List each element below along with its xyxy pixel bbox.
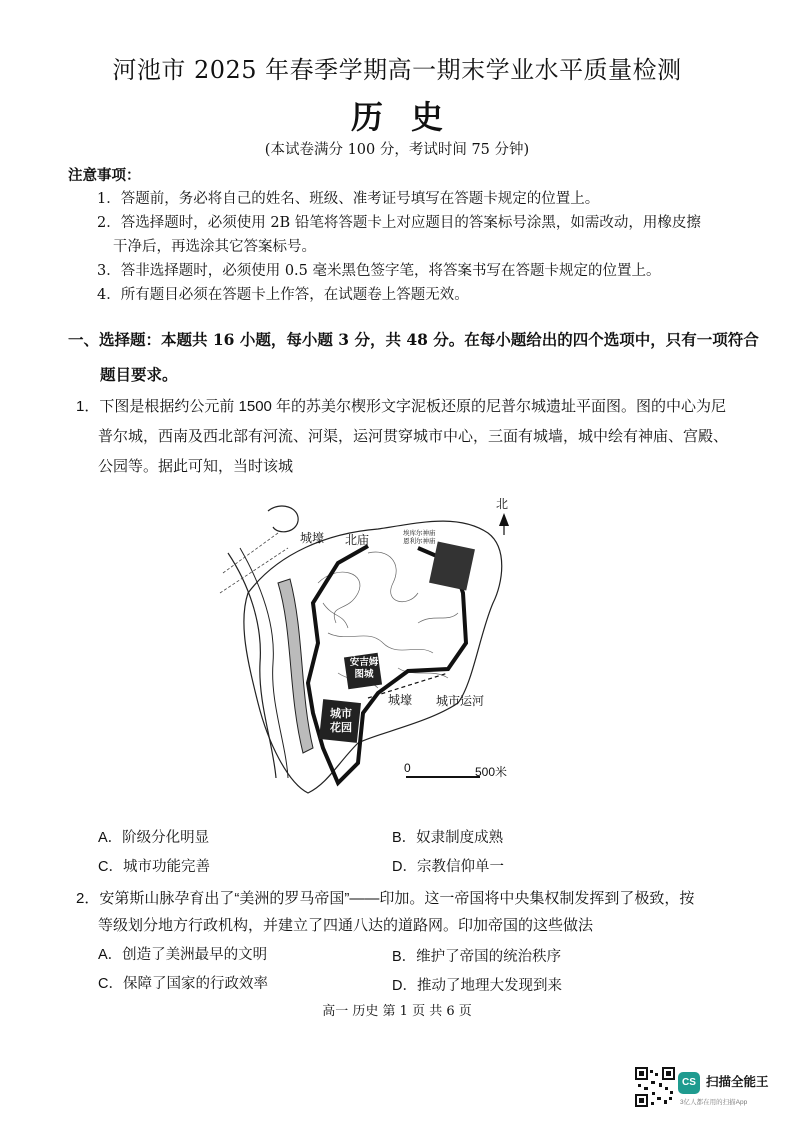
temple-label: 埃库尔神庙 (403, 530, 436, 537)
note-item: 4．所有题目必须在答题卡上作答，在试题卷上答题无效。 (97, 287, 469, 303)
q1-stem-line: 1．下图是根据约公元前 1500 年的苏美尔楔形文字泥板还原的尼普尔城遗址平面图。图的中心为尼 (76, 398, 727, 415)
subject-title: 历史 (350, 98, 471, 136)
north-temple-label: 北庙 (345, 533, 370, 547)
q2-stem-line: 等级划分地方行政机构，并建立了四通八达的道路网。印加帝国的这些做法 (98, 917, 594, 934)
q2-option-a[interactable]: A．创造了美洲最早的文明 (98, 947, 268, 963)
note-item: 3．答非选择题时，必须使用 0.5 毫米黑色签字笔，将答案书写在答题卡规定的位置上。 (97, 263, 661, 279)
temple-label: 恩利尔神庙 (403, 538, 436, 545)
note-item-continued: 干净后，再选涂其它答案标号。 (113, 239, 316, 255)
scale-length: 500米 (475, 765, 508, 779)
q1-option-b[interactable]: B．奴隶制度成熟 (392, 830, 504, 846)
garden-label: 城市 花园 (330, 708, 352, 734)
exam-meta: (本试卷满分 100 分，考试时间 75 分钟) (264, 142, 530, 158)
scanner-logo-icon: CS (678, 1072, 700, 1094)
q1-stem-line: 公园等。据此可知，当时该城 (98, 458, 294, 475)
qr-code-icon (635, 1067, 675, 1107)
note-item: 2．答选择题时，必须使用 2B 铅笔将答题卡上对应题目的答案标号涂黑，如需改动，用橡皮擦 (97, 215, 701, 231)
section-heading: 一、选择题：本题共 16 小题，每小题 3 分，共 48 分。在每小题给出的四个选项中，只有一项符合 (68, 330, 759, 349)
scale-zero: 0 (404, 761, 411, 775)
q1-stem-line: 普尔城，西南及西北部有河流、河渠，运河贯穿城市中心，三面有城墙，城中绘有神庙、宫殿、 (98, 428, 729, 445)
section-heading-continued: 题目要求。 (100, 365, 178, 384)
moat-label: 城壕 (300, 531, 325, 545)
q2-option-d[interactable]: D．推动了地理大发现到来 (392, 978, 562, 994)
scanner-app-name: 扫描全能王 (706, 1075, 769, 1089)
nippur-map (218, 493, 526, 801)
nippur-map-drawing (218, 493, 526, 801)
scanner-tagline: 3亿人都在用的扫描App (680, 1099, 748, 1106)
palace-label: 安吉姆 图城 (349, 657, 379, 680)
moat-label: 城壕 (388, 693, 413, 707)
q2-option-c[interactable]: C．保障了国家的行政效率 (98, 976, 268, 992)
note-item: 1．答题前，务必将自己的姓名、班级、准考证号填写在答题卡规定的位置上。 (97, 191, 600, 207)
q1-option-c[interactable]: C．城市功能完善 (98, 859, 210, 875)
canal-label: 城市运河 (436, 694, 485, 708)
notes-heading: 注意事项： (68, 167, 141, 184)
q2-stem-line: 2．安第斯山脉孕育出了“美洲的罗马帝国”——印加。这一帝国将中央集权制发挥到了极致，按 (76, 890, 695, 907)
north-label: 北 (496, 497, 509, 511)
temple-block (429, 542, 475, 591)
q2-option-b[interactable]: B．维护了帝国的统治秩序 (392, 949, 562, 965)
q1-option-d[interactable]: D．宗教信仰单一 (392, 859, 504, 875)
exam-title: 河池市 2025 年春季学期高一期末学业水平质量检测 (112, 56, 682, 84)
q1-option-a[interactable]: A．阶级分化明显 (98, 830, 210, 846)
page-footer: 高一 历史 第 1 页 共 6 页 (322, 1004, 472, 1019)
